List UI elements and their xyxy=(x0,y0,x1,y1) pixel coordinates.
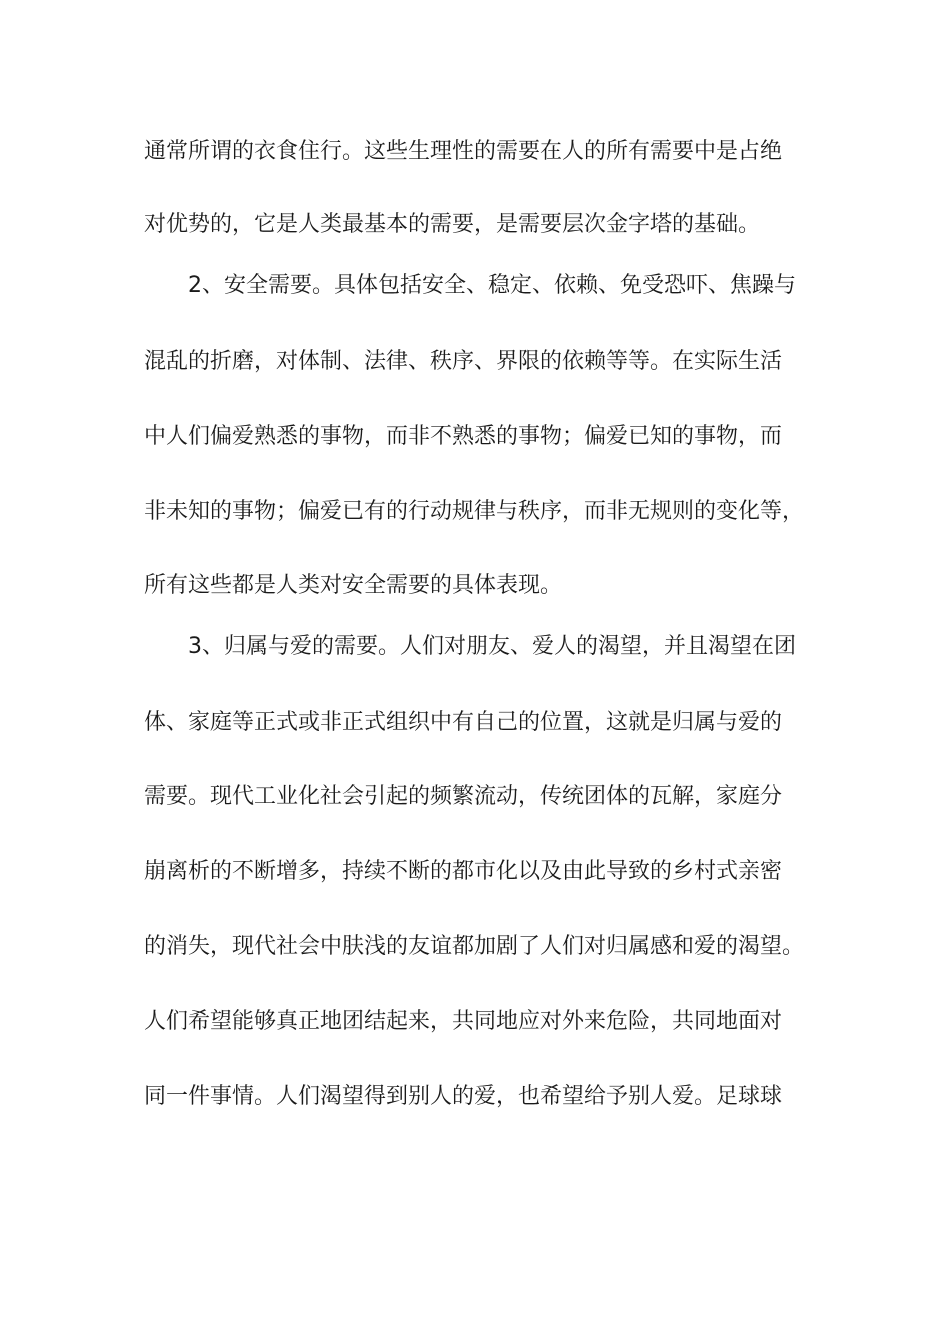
text-line: 混乱的折磨，对体制、法律、秩序、界限的依赖等等。在实际生活 xyxy=(144,349,783,374)
text-line: 通常所谓的衣食住行。这些生理性的需要在人的所有需要中是占绝 xyxy=(144,139,783,164)
text-line: 所有这些都是人类对安全需要的具体表现。 xyxy=(144,573,563,598)
paragraph-3-first-line: 3、归属与爱的需要。人们对朋友、爱人的渴望，并且渴望在团 xyxy=(188,634,796,659)
text-line: 崩离析的不断增多，持续不断的都市化以及由此导致的乡村式亲密 xyxy=(144,859,783,884)
text-line: 中人们偏爱熟悉的事物，而非不熟悉的事物；偏爱已知的事物，而 xyxy=(144,424,783,449)
text-line: 的消失，现代社会中肤浅的友谊都加剧了人们对归属感和爱的渴望。 xyxy=(144,934,805,959)
text-line: 非未知的事物；偏爱已有的行动规律与秩序，而非无规则的变化等， xyxy=(144,499,805,524)
paragraph-2-first-line: 2、安全需要。具体包括安全、稳定、依赖、免受恐吓、焦躁与 xyxy=(188,273,796,298)
text-line: 对优势的，它是人类最基本的需要，是需要层次金字塔的基础。 xyxy=(144,212,761,237)
text-line: 同一件事情。人们渴望得到别人的爱，也希望给予别人爱。足球球 xyxy=(144,1084,783,1109)
text-line: 体、家庭等正式或非正式组织中有自己的位置，这就是归属与爱的 xyxy=(144,710,783,735)
text-line: 需要。现代工业化社会引起的频繁流动，传统团体的瓦解，家庭分 xyxy=(144,784,783,809)
text-line: 人们希望能够真正地团结起来，共同地应对外来危险，共同地面对 xyxy=(144,1009,783,1034)
